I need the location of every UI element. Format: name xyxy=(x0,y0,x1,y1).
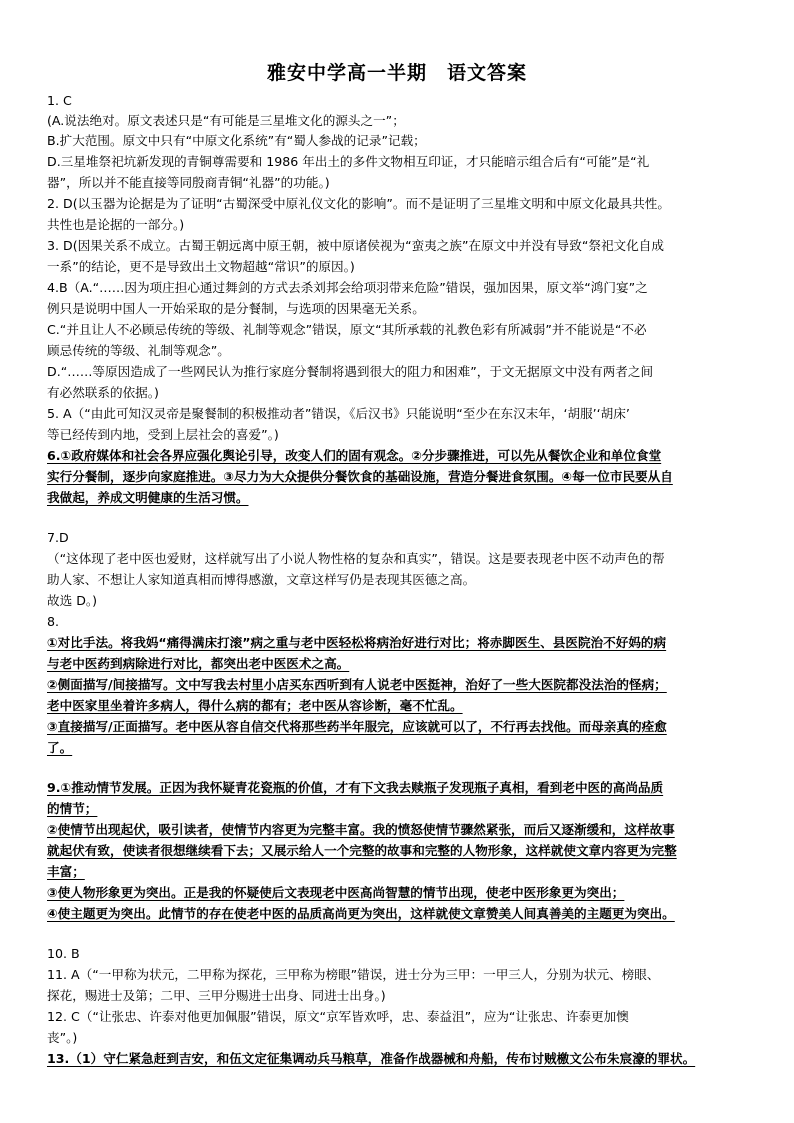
answer-4: 4.B（A.“……因为项庄担心通过舞剑的方式去杀刘邦会给项羽带来危险”错误，强加因果，原文举“鸿门宴”之 xyxy=(47,280,648,295)
answer-11: 11. A（“一甲称为状元，二甲称为探花，三甲称为榜眼”错误，进士分为三甲：一甲三人，分别为状元、榜眼、 xyxy=(47,967,660,982)
answer-2: 2. D(以玉器为论据是为了证明“古蜀深受中原礼仪文化的影响”。而不是证明了三星堆文明和中原文化最具共性。 xyxy=(47,196,670,211)
answer-9-point-2-end: 丰富； xyxy=(47,864,85,879)
answer-1-d-cont: 器”，所以并不能直接等同殷商青铜“礼器”的功能。) xyxy=(47,175,330,190)
answer-4-d: D.“……等原因造成了一些网民认为推行家庭分餐制将遇到很大的阻力和困难”，于文无据原文中没有两者之间 xyxy=(47,364,654,379)
answer-12-cont: 丧”。) xyxy=(47,1030,78,1045)
answer-9-point-2-cont: 就起伏有致，使读者很想继续看下去；又展示给人一个完整的故事和完整的人物形象，这样就使文章内容更为完整 xyxy=(47,843,677,858)
answer-9-point-3: ③使人物形象更为突出。正是我的怀疑使后文表现老中医高尚智慧的情节出现，使老中医形象更为突出； xyxy=(47,885,625,900)
answer-5: 5. A（“由此可知汉灵帝是聚餐制的积极推动者”错误，《后汉书》只能说明“至少在东汉末年，‘胡服’‘胡床’ xyxy=(47,406,630,421)
answer-7-explain-cont: 助人家、不想让人家知道真相而博得感激，文章这样写仍是表现其医德之高。 xyxy=(47,572,476,587)
answer-6-cont-1: 实行分餐制，逐步向家庭推进。③尽力为大众提供分餐饮食的基础设施，营造分餐进食氛围。④每一位市民要从自 xyxy=(47,469,673,484)
answer-7-conclusion: 故选 D。) xyxy=(47,593,98,608)
answer-13: 13.（1）守仁紧急赶到吉安，和伍文定征集调动兵马粮草，准备作战器械和舟船，传布讨贼檄文公布朱宸濠的罪状。 xyxy=(47,1051,696,1066)
answer-6: 6.①政府媒体和社会各界应强化舆论引导，改变人们的固有观念。②分步骤推进，可以先从餐饮企业和单位食堂 xyxy=(47,448,662,463)
answer-5-cont: 等已经传到内地，受到上层社会的喜爱”。) xyxy=(47,427,279,442)
answer-1-d: D.三星堆祭祀坑新发现的青铜尊需要和 1986 年出土的多件文物相互印证，才只能暗示组合后有“可能”是“礼 xyxy=(47,154,650,169)
answer-9-point-4: ④使主题更为突出。此情节的存在使老中医的品质高尚更为突出，这样就使文章赞美人间真善美的主题更为突出。 xyxy=(47,906,675,921)
answer-8-point-3: ③直接描写/正面描写。老中医从容自信交代将那些药半年服完，应该就可以了，不行再去找他。而母亲真的痊愈 xyxy=(47,719,667,734)
answer-12: 12. C（“让张忠、许泰对他更加佩服”错误，原文“京军皆欢呼，忠、泰益沮”，应为“让张忠、许泰更加懊 xyxy=(47,1009,629,1024)
answer-9-point-2: ②使情节出现起伏，吸引读者，使情节内容更为完整丰富。我的愤怒使情节骤然紧张，而后又逐渐缓和，这样故事 xyxy=(47,822,675,837)
answer-1-a: (A.说法绝对。原文表述只是“有可能是三星堆文化的源头之一”； xyxy=(47,113,405,128)
answer-9-cont: 的情节； xyxy=(47,801,98,816)
answer-3: 3. D(因果关系不成立。古蜀王朝远离中原王朝，被中原诸侯视为“蛮夷之族”在原文中并没有导致“祭祀文化自成 xyxy=(47,238,664,253)
answer-8-point-1-cont: 与老中医药到病除进行对比，都突出老中医医术之高。 xyxy=(47,656,350,671)
answer-4-cont: 例只是说明中国人一开始采取的是分餐制，与选项的因果毫无关系。 xyxy=(47,301,425,316)
answer-11-cont: 探花，赐进士及第；二甲、三甲分赐进士出身、同进士出身。) xyxy=(47,988,386,1003)
answer-1-b: B.扩大范围。原文中只有“中原文化系统”有“蜀人参战的记录”记载； xyxy=(47,133,426,148)
answer-8-point-3-cont: 了。 xyxy=(47,740,73,755)
answer-9: 9.①推动情节发展。正因为我怀疑青花瓷瓶的价值，才有下文我去赎瓶子发现瓶子真相，看到老中医的高尚品质 xyxy=(47,780,664,795)
answer-8-point-1: ①对比手法。将我妈“痛得满床打滚”病之重与老中医轻松将病治好进行对比；将赤脚医生、县医院治不好妈的病 xyxy=(47,635,667,650)
answer-8: 8. xyxy=(47,614,60,629)
answer-8-point-2: ②侧面描写/间接描写。文中写我去村里小店买东西听到有人说老中医挺神，治好了一些大医院都没法治的怪病； xyxy=(47,677,667,692)
answer-8-point-2-cont: 老中医家里坐着许多病人，得什么病的都有；老中医从容诊断，毫不忙乱。 xyxy=(47,698,463,713)
answer-7-explain: （“这体现了老中医也爱财，这样就写出了小说人物性格的复杂和真实”，错误。这是要表现老中医不动声色的帮 xyxy=(47,551,665,566)
answer-7: 7.D xyxy=(47,530,69,545)
answer-10: 10. B xyxy=(47,946,80,961)
answer-4-d-cont: 有必然联系的依据。) xyxy=(47,385,159,400)
answer-4-c-cont: 顾忌传统的等级、礼制等观念”。 xyxy=(47,343,230,358)
answer-1: 1. C xyxy=(47,93,72,108)
answer-6-cont-2: 我做起，养成文明健康的生活习惯。 xyxy=(47,490,249,505)
answer-4-c: C.“并且让人不必顾忌传统的等级、礼制等观念”错误，原文“其所承载的礼教色彩有所减弱”并不能说是“不必 xyxy=(47,322,647,337)
page-title: 雅安中学高一半期 语文答案 xyxy=(266,62,527,84)
answer-2-cont: 共性也是论据的一部分。) xyxy=(47,217,185,232)
answer-3-cont: 一系”的结论，更不是导致出土文物超越“常识”的原因。) xyxy=(47,259,355,274)
